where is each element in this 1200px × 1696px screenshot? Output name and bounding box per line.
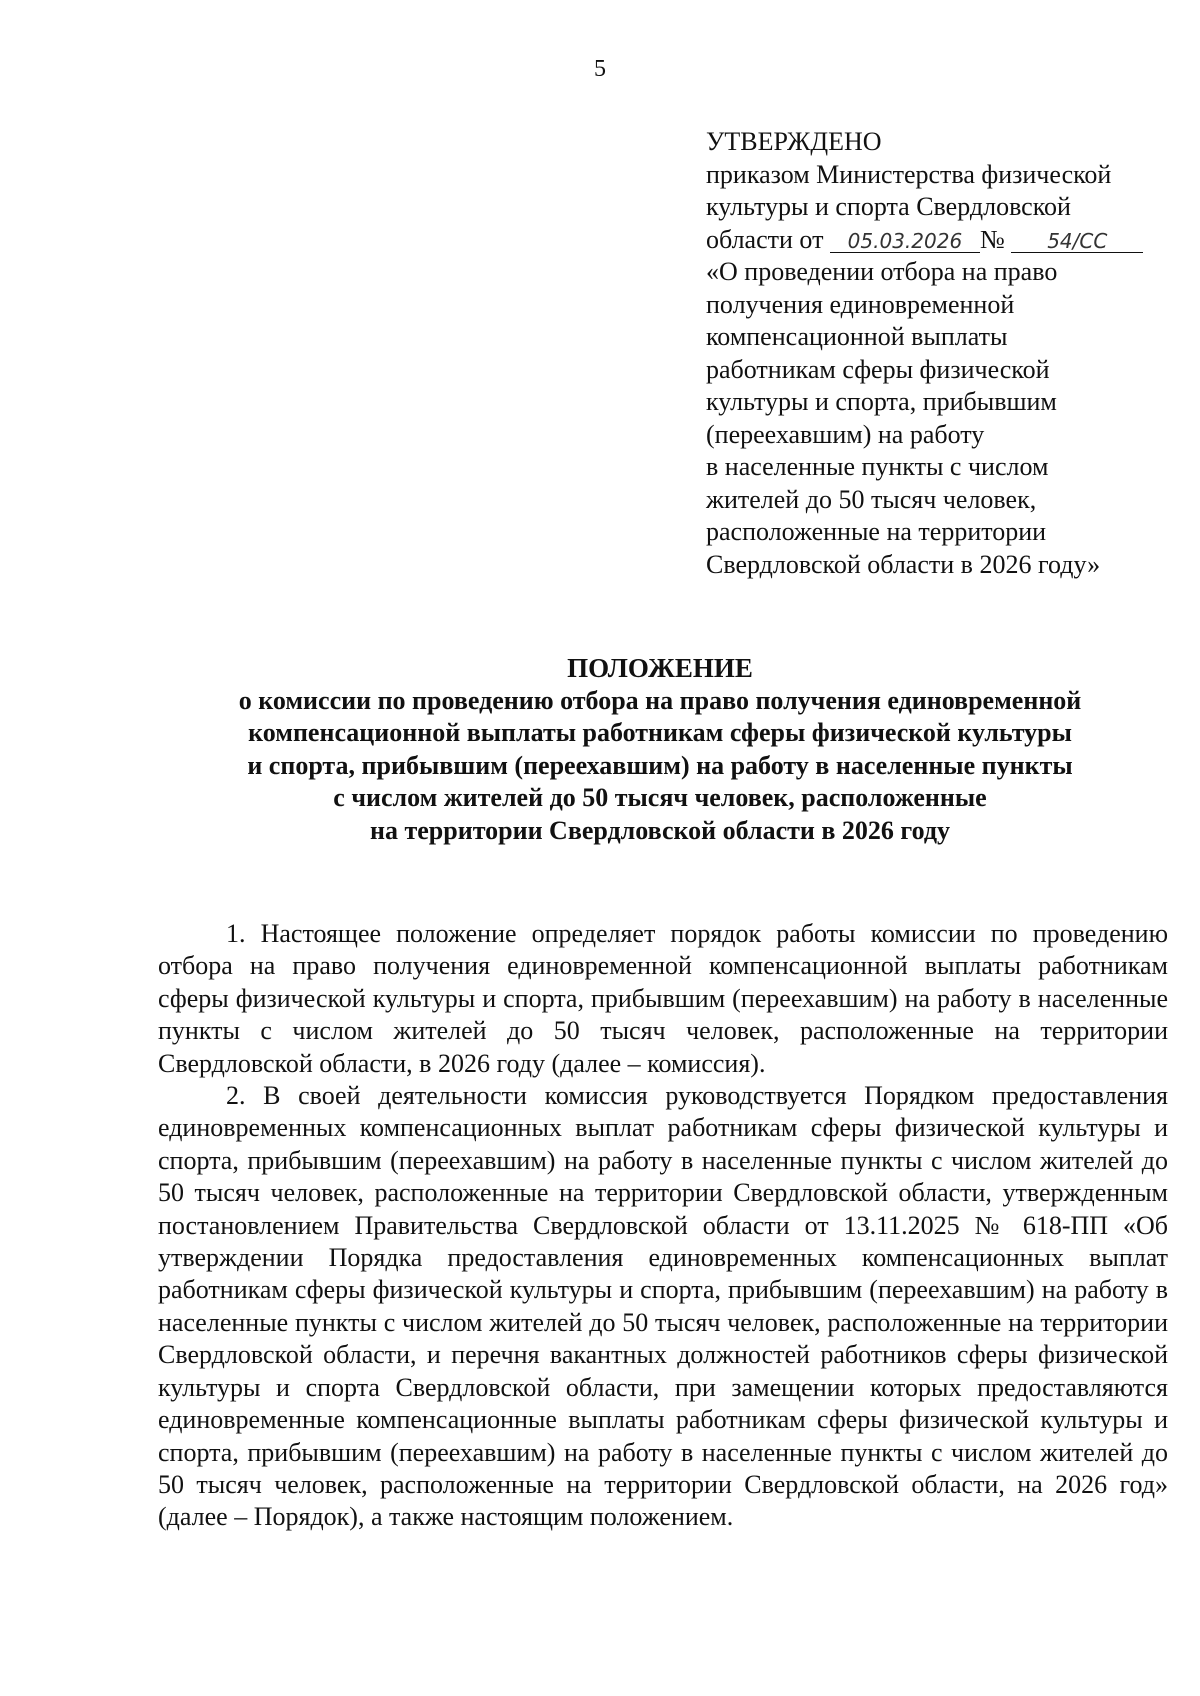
- document-type: ПОЛОЖЕНИЕ: [567, 653, 753, 683]
- approval-subject-line: компенсационной выплаты: [706, 322, 1008, 351]
- paragraph-1: 1. Настоящее положение определяет порядок работы комиссии по проведению отбора на право получения единовременной компенсационной выплаты работникам сферы физической культуры и спорта, прибывшим (переехавшим) на работу в населенные пункты с числом жителей до 50 тысяч человек, расположенные на территории Свердловской области, в 2026 году (далее – комиссия).: [158, 919, 1168, 1078]
- approval-line-1: приказом Министерства физической: [706, 159, 1112, 189]
- approval-subject-line: получения единовременной: [706, 289, 1015, 319]
- approval-subject-line: (переехавшим) на работу: [706, 419, 985, 449]
- title-line: компенсационной выплаты работникам сферы физической культуры: [248, 718, 1072, 747]
- approval-subject-line: Свердловской области в 2026 году»: [706, 549, 1101, 579]
- title-line: на территории Свердловской области в 2026 году: [370, 815, 950, 845]
- approval-subject-line: жителей до 50 тысяч человек,: [706, 484, 1037, 514]
- handwritten-date: 05.03.2026: [830, 230, 980, 253]
- document-body: [158, 918, 1168, 1534]
- title-line: с числом жителей до 50 тысяч человек, расположенные: [333, 783, 987, 812]
- title-line: о комиссии по проведению отбора на право получения единовременной: [238, 685, 1082, 715]
- approval-date-prefix: области от: [706, 224, 824, 254]
- approval-date-line: [706, 224, 1176, 257]
- approval-line-2: культуры и спорта Свердловской: [706, 192, 1071, 221]
- handwritten-order-number: 54/СС: [1011, 230, 1143, 253]
- approval-stamp: [706, 126, 1176, 581]
- title-line: и спорта, прибывшим (переехавшим) на работу в населенные пункты: [247, 750, 1073, 780]
- approval-subject-line: «О проведении отбора на право: [706, 257, 1058, 286]
- document-title: [120, 652, 1200, 847]
- approval-subject-line: культуры и спорта, прибывшим: [706, 387, 1057, 416]
- approval-subject-line: расположенные на территории: [706, 517, 1047, 546]
- approval-heading: УТВЕРЖДЕНО: [706, 127, 882, 156]
- number-sign: №: [979, 224, 1005, 254]
- approval-subject-line: работникам сферы физической: [706, 354, 1050, 384]
- page-number: 5: [594, 56, 606, 82]
- paragraph-2: 2. В своей деятельности комиссия руководствуется Порядком предоставления единовременных компенсационных выплат работникам сферы физической культуры и спорта, прибывшим (переехавшим) на работу в населенные пункты с числом жителей до 50 тысяч человек, расположенные на территории Свердловской области, утвержденным постановлением Правительства Свердловской области от 13.11.2025 № 618-ПП «Об утверждении Порядка предоставления единовременных компенсационных выплат работникам сферы физической культуры и спорта, прибывшим (переехавшим) на работу в населенные пункты с числом жителей до 50 тысяч человек, расположенные на территории Свердловской области, и перечня вакантных должностей работников сферы физической культуры и спорта Свердловской области, при замещении которых предоставляются единовременные компенсационные выплаты работникам сферы физической культуры и спорта, прибывшим (переехавшим) на работу в населенные пункты с числом жителей до 50 тысяч человек, расположенные на территории Свердловской области, на 2026 год» (далее – Порядок), а также настоящим положением.: [158, 1081, 1168, 1532]
- approval-subject-line: в населенные пункты с числом: [706, 452, 1049, 481]
